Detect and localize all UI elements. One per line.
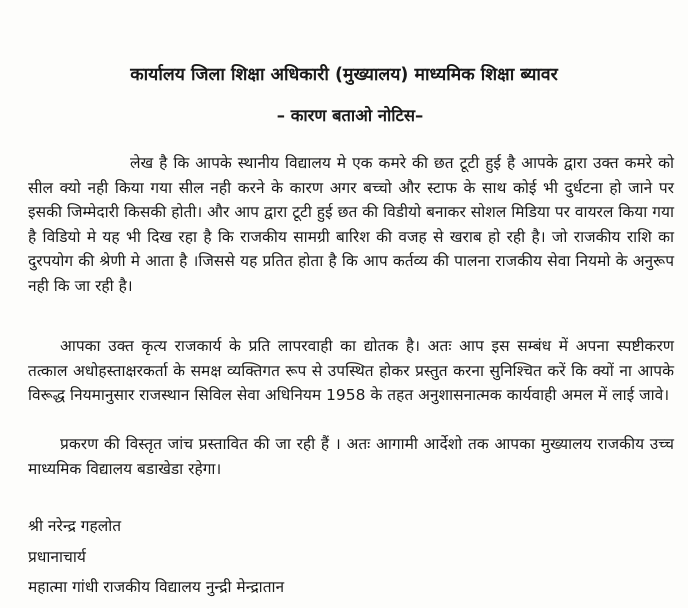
- signatory-name: श्री नरेन्द्र गहलोत: [28, 517, 122, 535]
- notice-subtitle: – कारण बताओ नोटिस–: [276, 106, 424, 125]
- notice-paragraph-1: लेख है कि आपके स्थानीय विद्यालय मे एक कमरे की छत टूटी हुई है आपके द्वारा उक्त कमरे को सील क्यो नही किया गया सील नही करने के कारण अगर बच्चो और स्टाफ के साथ कोई भी दुर्धटना हो जाने पर इसकी जिम्मेदारी किसकी होती। और आप द्वारा टूटी हुई छत की विडीयो बनाकर सोशल मिडिया पर वायरल किया गया है विडियो मे यह भी दिख रहा है कि राजकीय सामग्री बारिश की वजह से खराब हो रही है। जो राजकीय राशि का दुरपयोग की श्रेणी मे आता है ।जिससे यह प्रतित होता है कि आप कर्तव्य की पालना राजकीय सेवा नियमो के अनुरूप नही कि जा रही है।: [28, 154, 674, 295]
- notice-paragraph-2: आपका उक्त कृत्य राजकार्य के प्रति लापरवाही का द्योतक है। अतः आप इस सम्बंध में अपना स्पष्टीकरण तत्काल अधोहस्ताक्षरकर्ता के समक्ष व्यक्तिगत रूप से उपस्थित होकर प्रस्तुत करना सुनिश्चित करें कि क्यों ना आपके विरूद्ध नियमानुसार राजस्थान सिविल सेवा अधिनियम 1958 के तहत अनुशासनात्मक कार्यवाही अमल में लाई जावे।: [28, 337, 674, 404]
- notice-paragraph-3: प्रकरण की विस्तृत जांच प्रस्तावित की जा रही हैं । अतः आगामी आर्देशो तक आपका मुख्यालय राजकीय उच्च माध्यमिक विद्यालय बडाखेडा रहेगा।: [28, 435, 674, 478]
- signatory-designation: प्रधानाचार्य: [28, 548, 86, 566]
- office-title: कार्यालय जिला शिक्षा अधिकारी (मुख्यालय) माध्यमिक शिक्षा ब्यावर: [130, 65, 558, 85]
- signatory-school: महात्मा गांधी राजकीय विद्यालय नुन्द्री मेन्द्रातान: [28, 578, 285, 596]
